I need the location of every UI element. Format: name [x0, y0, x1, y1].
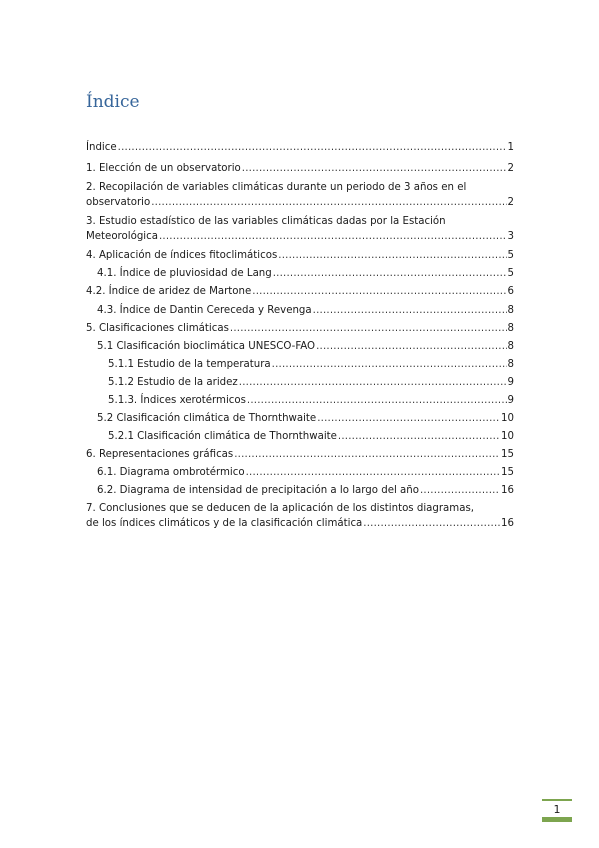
- toc-entry-title: 5. Clasificaciones climáticas: [86, 322, 229, 334]
- toc-entry[interactable]: [86, 375, 514, 390]
- dot-leader: [313, 303, 507, 318]
- toc-entry-title: 4.1. Índice de pluviosidad de Lang: [97, 268, 272, 279]
- dot-leader: [273, 266, 507, 281]
- toc-entry-title: 5.1.3. Índices xerotérmicos: [108, 394, 246, 406]
- toc-entry-page: 8: [507, 322, 514, 334]
- toc-entry-title-line1: 2. Recopilación de variables climáticas durante un periodo de 3 años en el: [86, 181, 467, 193]
- toc-entry-title: 5.1.1 Estudio de la temperatura: [108, 358, 271, 370]
- dot-leader: [239, 375, 507, 390]
- dot-leader: [278, 248, 506, 263]
- toc-entry-page: 5: [507, 268, 514, 279]
- dot-leader: [316, 339, 506, 354]
- toc-entry-page: 5: [507, 249, 514, 261]
- toc-entry-title: Meteorológica: [86, 230, 158, 242]
- toc-entry-title-line1: 7. Conclusiones que se deducen de la aplicación de los distintos diagramas,: [86, 502, 475, 514]
- toc-entry-title: 4.2. Índice de aridez de Martone: [86, 286, 252, 297]
- dot-leader: [338, 429, 500, 444]
- toc-entry[interactable]: [86, 357, 514, 372]
- toc-entry-page: 8: [507, 358, 514, 370]
- dot-leader: [420, 483, 500, 498]
- toc-entry[interactable]: [86, 321, 514, 336]
- toc-entry-page: 8: [507, 340, 514, 352]
- dot-leader: [159, 229, 507, 244]
- dot-leader: [151, 195, 506, 210]
- toc-entry-page: 1: [507, 142, 514, 153]
- toc-entry[interactable]: [86, 284, 514, 299]
- toc-entry-title-line1: 3. Estudio estadístico de las variables climáticas dadas por la Estación: [86, 215, 446, 227]
- toc-entry-page: 6: [507, 286, 514, 297]
- toc-entry-title: 5.1 Clasificación bioclimática UNESCO-FAO: [97, 340, 316, 352]
- dot-leader: [247, 393, 507, 408]
- toc-entry-page: 16: [501, 484, 514, 496]
- toc-entry-title: 6. Representaciones gráficas: [86, 448, 234, 460]
- toc-entry[interactable]: [86, 465, 514, 480]
- toc-entry[interactable]: [86, 429, 514, 444]
- toc-entry-title: 6.2. Diagrama de intensidad de precipitación a lo largo del año: [97, 484, 419, 496]
- toc-entry[interactable]: [86, 214, 514, 244]
- toc-entry[interactable]: [86, 411, 514, 426]
- toc-entry[interactable]: [86, 447, 514, 462]
- toc-entry[interactable]: [86, 501, 514, 531]
- dot-leader: [242, 161, 507, 176]
- dot-leader: [252, 284, 506, 299]
- dot-leader: [246, 465, 500, 480]
- toc-heading: Índice: [86, 92, 140, 112]
- table-of-contents: [86, 140, 514, 531]
- toc-entry-title: 6.1. Diagrama ombrotérmico: [97, 466, 245, 478]
- toc-entry[interactable]: [86, 161, 514, 176]
- dot-leader: [234, 447, 500, 462]
- toc-entry-page: 10: [501, 430, 514, 442]
- dot-leader: [363, 516, 500, 531]
- toc-entry-title: 5.2 Clasificación climática de Thornthwaite: [97, 412, 317, 424]
- toc-entry[interactable]: [86, 266, 514, 281]
- toc-entry-title: Índice: [86, 142, 117, 153]
- toc-entry-page: 9: [507, 376, 514, 388]
- toc-entry-title: 5.1.2 Estudio de la aridez: [108, 376, 238, 388]
- toc-entry[interactable]: [86, 180, 514, 210]
- toc-entry-page: 8: [507, 304, 514, 316]
- footer-accent-bar: [542, 817, 572, 822]
- dot-leader: [317, 411, 500, 426]
- toc-entry-title: 5.2.1 Clasificación climática de Thornthwaite: [108, 430, 337, 442]
- page-number: 1: [542, 799, 572, 816]
- toc-entry-page: 10: [501, 412, 514, 424]
- toc-entry-page: 15: [501, 448, 514, 460]
- toc-entry[interactable]: [86, 393, 514, 408]
- toc-entry[interactable]: [86, 248, 514, 263]
- toc-entry-page: 2: [507, 196, 514, 208]
- dot-leader: [230, 321, 507, 336]
- toc-entry-page: 15: [501, 466, 514, 478]
- toc-entry-title: observatorio: [86, 196, 151, 208]
- toc-entry-title: 4. Aplicación de índices fitoclimáticos: [86, 249, 278, 261]
- dot-leader: [118, 140, 507, 155]
- toc-entry[interactable]: [86, 339, 514, 354]
- toc-entry-page: 9: [507, 394, 514, 406]
- toc-entry-page: 16: [501, 517, 514, 529]
- toc-entry-page: 3: [507, 230, 514, 242]
- toc-entry[interactable]: [86, 140, 514, 155]
- toc-entry-title: de los índices climáticos y de la clasificación climática: [86, 517, 363, 529]
- toc-entry-title: 4.3. Índice de Dantin Cereceda y Revenga: [97, 304, 312, 316]
- dot-leader: [272, 357, 507, 372]
- toc-entry-page: 2: [507, 162, 514, 174]
- toc-entry[interactable]: [86, 303, 514, 318]
- toc-entry[interactable]: [86, 483, 514, 498]
- toc-entry-title: 1. Elección de un observatorio: [86, 162, 241, 174]
